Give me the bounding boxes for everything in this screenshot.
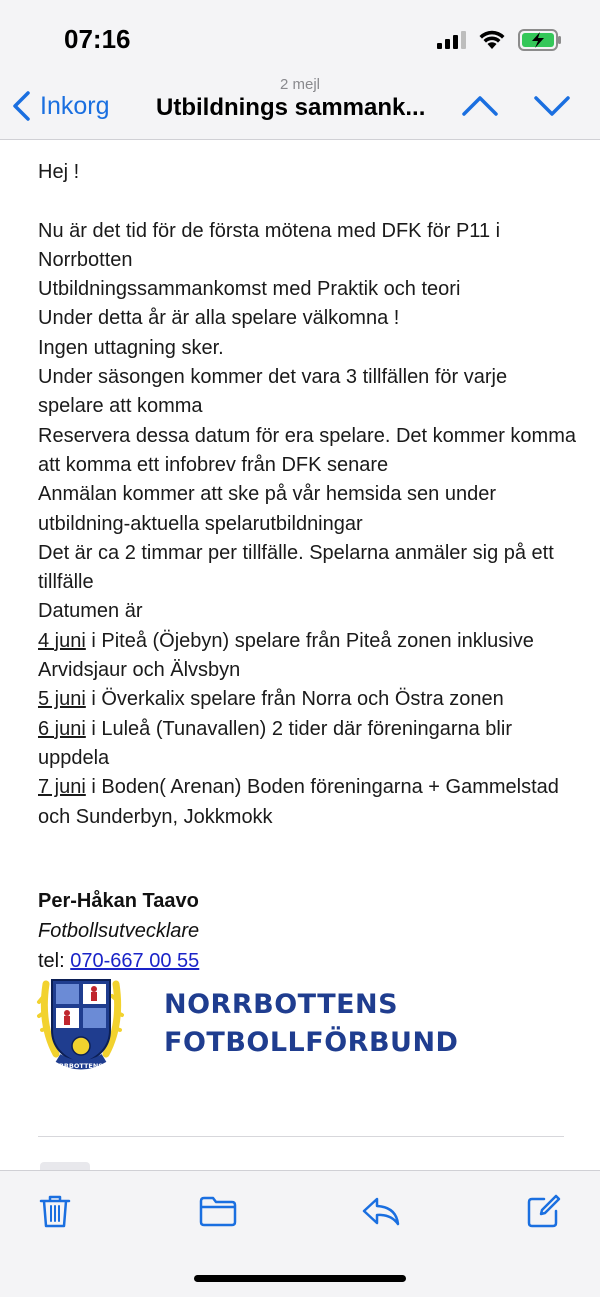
navigation-bar — [0, 72, 600, 140]
date-link[interactable]: 4 juni — [38, 629, 86, 652]
email-line: Datumen är — [38, 600, 143, 623]
signal-icon — [437, 31, 467, 49]
back-to-inbox-button[interactable] — [10, 90, 109, 122]
folder-icon[interactable] — [198, 1193, 238, 1229]
message-divider — [38, 1136, 564, 1137]
date-link[interactable]: 7 juni — [38, 776, 86, 799]
date-entry — [38, 627, 578, 686]
date-text: i Luleå (Tunavallen) 2 tider där föreningarna blir uppdela — [38, 717, 512, 769]
chevron-left-icon — [10, 90, 34, 122]
norrbottens-ff-logo — [36, 974, 459, 1074]
email-subject-title: Utbildnings sammank... — [156, 94, 426, 121]
email-greeting: Hej ! — [38, 161, 80, 183]
bottom-toolbar — [0, 1170, 600, 1297]
message-count: 2 mejl — [279, 76, 320, 93]
date-text: i Boden( Arenan) Boden föreningarna + Gammelstad och Sunderbyn, Jokkmokk — [38, 776, 559, 828]
email-line: Det är ca 2 timmar per tillfälle. Spelarna anmäler sig på ett tillfälle — [38, 541, 554, 594]
logo-line-1: NORRBOTTENS — [164, 989, 399, 1020]
phone-label: tel: — [38, 950, 71, 972]
email-body — [38, 158, 578, 832]
wifi-icon — [478, 28, 506, 50]
blank-line — [38, 187, 578, 216]
logo-line-2: FOTBOLLFÖRBUND — [164, 1027, 459, 1058]
date-link[interactable]: 5 juni — [38, 688, 86, 711]
email-signature — [38, 886, 578, 976]
date-text: i Piteå (Öjebyn) spelare från Piteå zonen inklusive Arvidsjaur och Älvsbyn — [38, 629, 534, 682]
date-link[interactable]: 6 juni — [38, 717, 86, 740]
home-indicator[interactable] — [194, 1275, 406, 1282]
email-line: Anmälan kommer att ske på vår hemsida sen under utbildning-aktuella spelarutbildningar — [38, 483, 496, 535]
compose-icon[interactable] — [526, 1193, 562, 1229]
chevron-up-icon[interactable] — [460, 90, 500, 122]
signature-phone — [38, 946, 578, 976]
battery-charging-icon — [518, 29, 562, 51]
logo-wordmark — [164, 986, 458, 1062]
reply-icon[interactable] — [361, 1193, 401, 1229]
back-label: Inkorg — [40, 91, 110, 120]
status-time: 07:16 — [64, 24, 131, 54]
signature-title: Fotbollsutvecklare — [38, 920, 200, 942]
email-line: Reservera dessa datum för era spelare. Det kommer komma att komma ett infobrev från DFK senare — [38, 424, 576, 476]
email-line: Ingen uttagning sker. — [38, 336, 224, 359]
email-line: Nu är det tid för de första mötena med DFK för P11 i Norrbotten — [38, 219, 501, 271]
email-line: Under säsongen kommer det vara 3 tillfällen för varje spelare att komma — [38, 366, 508, 418]
signature-name: Per-Håkan Taavo — [38, 890, 199, 912]
trash-icon[interactable] — [37, 1193, 73, 1229]
date-entry — [38, 685, 578, 714]
phone-link[interactable]: 070-667 00 55 — [70, 950, 200, 972]
badge-text: NORRBOTTENS FF — [47, 1062, 115, 1070]
date-entry — [38, 773, 578, 832]
date-text: i Överkalix spelare från Norra och Östra zonen — [85, 688, 504, 711]
email-line: Utbildningssammankomst med Praktik och teori — [38, 278, 461, 301]
club-badge-icon — [36, 974, 126, 1074]
status-bar — [0, 0, 600, 72]
chevron-down-icon[interactable] — [532, 90, 572, 122]
email-line: Under detta år är alla spelare välkomna ! — [38, 307, 400, 330]
date-entry — [38, 715, 578, 774]
